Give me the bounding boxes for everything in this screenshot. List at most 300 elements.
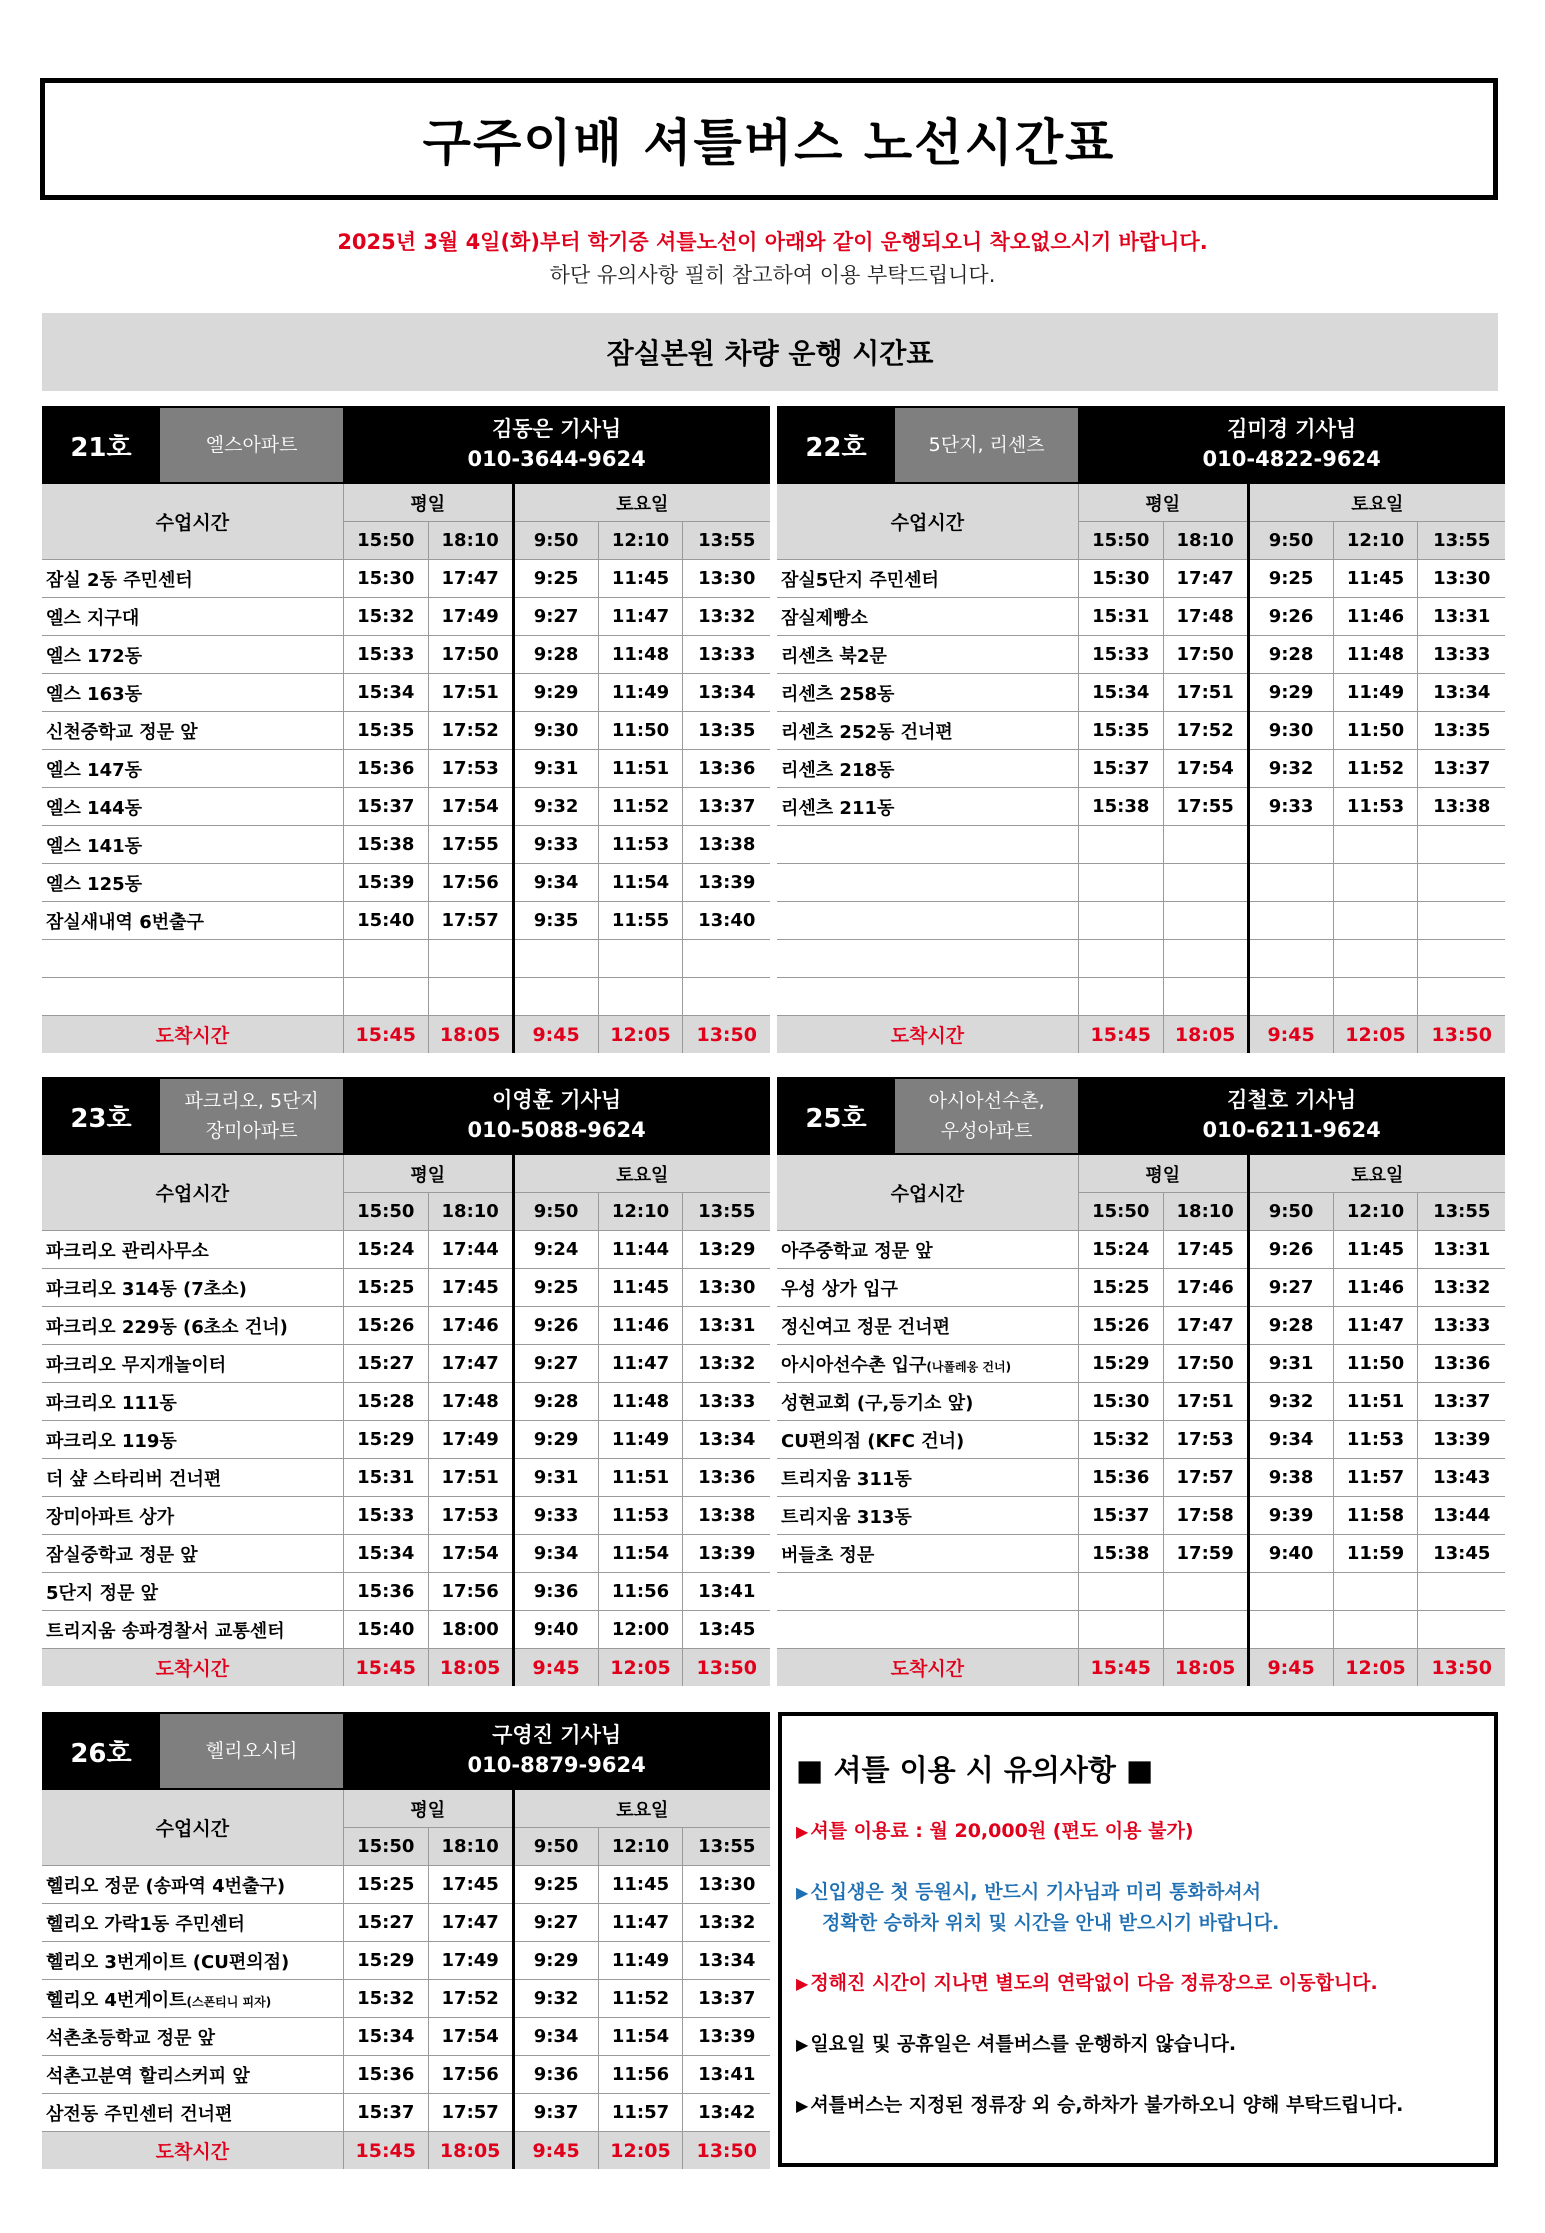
stop-time: 9:29 [1248, 674, 1333, 712]
stop-time: 15:25 [343, 1269, 428, 1307]
stop-time [1248, 826, 1333, 864]
stop-time: 17:51 [428, 674, 513, 712]
stop-time: 11:44 [598, 1231, 683, 1269]
stop-row [777, 864, 1505, 902]
arrival-time: 12:05 [1333, 1649, 1418, 1687]
stop-name-text: 잠실중학교 정문 앞 [46, 1544, 198, 1566]
stop-row [42, 2018, 770, 2056]
stop-name-text: 헬리오 3번게이트 (CU편의점) [46, 1951, 290, 1973]
stop-name [777, 1231, 1078, 1269]
stop-time [1248, 1573, 1333, 1611]
stop-time [683, 940, 770, 978]
stop-time: 11:47 [598, 598, 683, 636]
stop-name-text: 헬리오 정문 (송파역 4번출구) [46, 1875, 286, 1897]
stop-row [777, 902, 1505, 940]
class-time: 12:10 [1333, 522, 1418, 560]
stop-time [1078, 1573, 1163, 1611]
stop-row [777, 826, 1505, 864]
stop-time: 9:25 [1248, 560, 1333, 598]
stop-name-text: 잠실제빵소 [781, 607, 868, 629]
stop-time: 13:32 [683, 598, 770, 636]
stop-name [777, 1459, 1078, 1497]
stop-row [777, 1459, 1505, 1497]
stop-time: 13:45 [1418, 1535, 1505, 1573]
stop-row [42, 1307, 770, 1345]
stop-time: 13:32 [683, 1904, 770, 1942]
stop-time: 17:48 [428, 1383, 513, 1421]
stop-name-text: 트리지움 311동 [781, 1468, 912, 1490]
stop-time: 9:38 [1248, 1459, 1333, 1497]
stop-time: 17:54 [428, 2018, 513, 2056]
stop-time: 9:34 [1248, 1421, 1333, 1459]
notice-red: 2025년 3월 4일(화)부터 학기중 셔틀노선이 아래와 같이 운행되오니 착오없으시기 바랍니다. [337, 230, 1208, 254]
stop-time: 9:28 [513, 1383, 598, 1421]
stop-name-text: 파크리오 229동 (6초소 건너) [46, 1316, 288, 1338]
stop-time: 18:00 [428, 1611, 513, 1649]
stop-row [42, 1573, 770, 1611]
saturday-label: 토요일 [513, 1790, 770, 1828]
arrival-label: 도착시간 [777, 1649, 1078, 1687]
stop-time: 13:38 [1418, 788, 1505, 826]
stop-time [1418, 1611, 1505, 1649]
stop-time: 13:37 [683, 788, 770, 826]
stop-time: 11:50 [598, 712, 683, 750]
route-code: 23호 [42, 1079, 160, 1153]
stop-time: 15:37 [1078, 750, 1163, 788]
driver-name: 구영진 기사님 [343, 1712, 770, 1751]
stop-time: 13:30 [1418, 560, 1505, 598]
stop-time [1333, 978, 1418, 1016]
stop-time: 15:35 [1078, 712, 1163, 750]
arrival-time: 9:45 [1248, 1016, 1333, 1054]
stop-name [777, 1611, 1078, 1649]
arrival-time: 9:45 [513, 2132, 598, 2170]
stop-time: 13:43 [1418, 1459, 1505, 1497]
stop-time [1333, 902, 1418, 940]
stop-row [777, 674, 1505, 712]
stop-row [42, 1345, 770, 1383]
class-time: 15:50 [343, 1193, 428, 1231]
stop-name [42, 2018, 343, 2056]
stop-row [777, 1269, 1505, 1307]
stop-time: 9:33 [1248, 788, 1333, 826]
stop-time [1248, 940, 1333, 978]
stop-time: 15:27 [343, 1904, 428, 1942]
stop-time: 15:31 [1078, 598, 1163, 636]
stop-time: 11:50 [1333, 1345, 1418, 1383]
stop-time: 15:31 [343, 1459, 428, 1497]
class-time: 18:10 [428, 522, 513, 560]
stop-time: 15:37 [343, 788, 428, 826]
stop-time: 9:40 [1248, 1535, 1333, 1573]
stop-time: 17:58 [1163, 1497, 1248, 1535]
stop-row [42, 788, 770, 826]
stop-name-text: 더 샾 스타리버 건너편 [46, 1468, 222, 1490]
class-time: 9:50 [1248, 522, 1333, 560]
stop-time: 13:41 [683, 2056, 770, 2094]
note-item [796, 1968, 1480, 1999]
stop-time: 11:54 [598, 1535, 683, 1573]
stop-time: 9:31 [513, 1459, 598, 1497]
class-time: 18:10 [428, 1828, 513, 1866]
stop-time: 17:52 [428, 712, 513, 750]
arrival-time: 15:45 [343, 1649, 428, 1687]
stop-time: 15:39 [343, 864, 428, 902]
stop-time: 11:49 [598, 674, 683, 712]
stop-row [777, 636, 1505, 674]
stop-name [777, 1535, 1078, 1573]
stop-time: 9:27 [513, 1904, 598, 1942]
class-time: 12:10 [598, 522, 683, 560]
stop-row [42, 712, 770, 750]
stop-time: 15:34 [343, 1535, 428, 1573]
stop-time: 17:56 [428, 864, 513, 902]
stop-time: 15:28 [343, 1383, 428, 1421]
stop-time: 17:46 [1163, 1269, 1248, 1307]
stop-time: 17:45 [428, 1269, 513, 1307]
route-code: 21호 [42, 408, 160, 482]
weekday-label: 평일 [1078, 484, 1248, 522]
route-area-line1: 5단지, 리센츠 [928, 434, 1045, 456]
stop-row [42, 826, 770, 864]
note-item [796, 1816, 1480, 1847]
stop-time: 15:38 [1078, 788, 1163, 826]
stop-time: 11:45 [1333, 1231, 1418, 1269]
stop-name-text: 엘스 지구대 [46, 607, 140, 629]
stop-time: 11:52 [598, 788, 683, 826]
route-22 [777, 406, 1505, 1053]
stop-time: 12:00 [598, 1611, 683, 1649]
stop-name [777, 1345, 1078, 1383]
class-time-label: 수업시간 [777, 484, 1078, 560]
stop-row [42, 1904, 770, 1942]
stop-name [777, 1421, 1078, 1459]
stop-time: 11:59 [1333, 1535, 1418, 1573]
stop-time: 17:55 [1163, 788, 1248, 826]
stop-time [1418, 902, 1505, 940]
stop-time: 13:45 [683, 1611, 770, 1649]
stop-time: 9:40 [513, 1611, 598, 1649]
stop-time: 15:36 [343, 1573, 428, 1611]
notes-title: ■ 셔틀 이용 시 유의사항 ■ [796, 1753, 1154, 1787]
stop-time: 15:34 [1078, 674, 1163, 712]
stop-row [42, 1535, 770, 1573]
stop-time: 11:46 [1333, 598, 1418, 636]
stop-time [513, 978, 598, 1016]
stop-time: 11:57 [1333, 1459, 1418, 1497]
stop-name-text: 우성 상가 입구 [781, 1278, 898, 1300]
arrival-time: 15:45 [343, 1016, 428, 1054]
stop-time: 17:54 [428, 1535, 513, 1573]
stop-row [42, 2056, 770, 2094]
stop-time: 15:37 [1078, 1497, 1163, 1535]
arrow-icon: ▶ [796, 2096, 809, 2115]
driver-phone: 010-5088-9624 [343, 1116, 770, 1155]
stop-name [42, 864, 343, 902]
stop-time: 9:29 [513, 1942, 598, 1980]
stop-time: 11:45 [1333, 560, 1418, 598]
stop-name-text: 장미아파트 상가 [46, 1506, 174, 1528]
stop-time: 13:36 [683, 1459, 770, 1497]
stop-name [777, 1573, 1078, 1611]
stop-time [1333, 1573, 1418, 1611]
stop-time: 15:27 [343, 1345, 428, 1383]
arrival-time: 18:05 [428, 1649, 513, 1687]
driver-name: 김철호 기사님 [1078, 1077, 1505, 1116]
stop-row [777, 1345, 1505, 1383]
stop-time: 9:33 [513, 826, 598, 864]
stop-name [42, 1942, 343, 1980]
stop-time [1078, 864, 1163, 902]
stop-time: 13:42 [683, 2094, 770, 2132]
stop-row [42, 978, 770, 1016]
stop-time: 9:27 [1248, 1269, 1333, 1307]
stop-time: 9:31 [1248, 1345, 1333, 1383]
stop-time [1078, 902, 1163, 940]
stop-time [1248, 864, 1333, 902]
stop-note: (스폰티니 피자) [186, 1994, 272, 2009]
stop-time: 15:30 [343, 560, 428, 598]
stop-row [777, 1573, 1505, 1611]
stop-row [777, 1231, 1505, 1269]
stop-row [777, 788, 1505, 826]
stop-time [428, 978, 513, 1016]
class-time: 9:50 [513, 522, 598, 560]
class-time: 12:10 [598, 1828, 683, 1866]
stop-name-text: 헬리오 4번게이트 [46, 1989, 187, 2011]
stop-time: 15:30 [1078, 1383, 1163, 1421]
stop-time: 17:47 [428, 1345, 513, 1383]
arrow-icon: ▶ [796, 1883, 809, 1902]
arrival-time: 9:45 [513, 1016, 598, 1054]
note-item [796, 2090, 1480, 2121]
arrival-time: 15:45 [1078, 1649, 1163, 1687]
stop-time: 13:36 [683, 750, 770, 788]
stop-time: 9:33 [513, 1497, 598, 1535]
driver-name: 이영훈 기사님 [343, 1077, 770, 1116]
stop-time: 13:38 [683, 826, 770, 864]
stop-time: 11:53 [1333, 788, 1418, 826]
stop-time [1163, 864, 1248, 902]
class-time: 12:10 [598, 1193, 683, 1231]
stop-row [777, 712, 1505, 750]
stop-time: 15:38 [1078, 1535, 1163, 1573]
stop-time: 17:45 [1163, 1231, 1248, 1269]
stop-time: 11:47 [598, 1345, 683, 1383]
arrival-time: 12:05 [1333, 1016, 1418, 1054]
stop-name [42, 902, 343, 940]
saturday-label: 토요일 [1248, 1155, 1505, 1193]
stop-name [42, 1535, 343, 1573]
weekday-label: 평일 [343, 484, 513, 522]
route-area [160, 1079, 343, 1153]
stop-time: 13:44 [1418, 1497, 1505, 1535]
stop-time: 9:25 [513, 1269, 598, 1307]
weekday-label: 평일 [1078, 1155, 1248, 1193]
stop-row [42, 1421, 770, 1459]
stop-time: 17:49 [428, 1942, 513, 1980]
stop-name [42, 560, 343, 598]
stop-time: 9:30 [1248, 712, 1333, 750]
stop-time: 17:57 [428, 902, 513, 940]
stop-name [777, 1307, 1078, 1345]
stop-time: 11:58 [1333, 1497, 1418, 1535]
stop-name-text: 리센츠 252동 건너편 [781, 721, 953, 743]
stop-time: 11:47 [1333, 1307, 1418, 1345]
arrival-label: 도착시간 [42, 1016, 343, 1054]
stop-time: 15:33 [343, 636, 428, 674]
stop-time: 13:31 [683, 1307, 770, 1345]
stop-row [777, 1535, 1505, 1573]
stop-row [777, 1497, 1505, 1535]
stop-time: 17:50 [1163, 636, 1248, 674]
stop-name-text: 트리지움 송파경찰서 교통센터 [46, 1620, 285, 1642]
class-time: 18:10 [1163, 522, 1248, 560]
stop-name [777, 864, 1078, 902]
stop-name [777, 674, 1078, 712]
stop-time: 17:52 [428, 1980, 513, 2018]
stop-name [42, 598, 343, 636]
stop-time: 15:29 [343, 1942, 428, 1980]
stop-name [777, 826, 1078, 864]
stop-time: 9:39 [1248, 1497, 1333, 1535]
stop-row [42, 1383, 770, 1421]
stop-name [42, 636, 343, 674]
stop-time: 11:52 [598, 1980, 683, 2018]
stop-time: 9:25 [513, 560, 598, 598]
stop-time: 15:40 [343, 1611, 428, 1649]
stop-name [42, 1980, 343, 2018]
arrival-time: 13:50 [683, 2132, 770, 2170]
stop-time [1248, 978, 1333, 1016]
class-time: 13:55 [1418, 1193, 1505, 1231]
stop-time: 9:31 [513, 750, 598, 788]
stop-name-text: 엘스 172동 [46, 645, 143, 667]
stop-row [42, 560, 770, 598]
stop-time: 13:30 [683, 1866, 770, 1904]
stop-time: 11:53 [1333, 1421, 1418, 1459]
stop-name-text: 석촌고분역 할리스커피 앞 [46, 2065, 250, 2087]
stop-time: 11:45 [598, 1269, 683, 1307]
stop-time: 17:57 [1163, 1459, 1248, 1497]
stop-time: 9:26 [513, 1307, 598, 1345]
stop-time: 17:49 [428, 1421, 513, 1459]
class-time: 13:55 [683, 522, 770, 560]
stop-time: 13:33 [1418, 1307, 1505, 1345]
stop-row [42, 598, 770, 636]
stop-time: 17:44 [428, 1231, 513, 1269]
stop-name [42, 1459, 343, 1497]
stop-note: (나폴레옹 건너) [926, 1359, 1012, 1374]
stop-time: 17:51 [1163, 1383, 1248, 1421]
arrival-time: 15:45 [1078, 1016, 1163, 1054]
stop-time: 17:46 [428, 1307, 513, 1345]
stop-time [343, 978, 428, 1016]
stop-time [598, 978, 683, 1016]
arrow-icon: ▶ [796, 1822, 809, 1841]
route-area-line2: 장미아파트 [205, 1120, 298, 1142]
stop-name-text: 엘스 147동 [46, 759, 143, 781]
stop-time: 11:48 [598, 1383, 683, 1421]
stop-name-text: 정신여고 정문 건너편 [781, 1316, 951, 1338]
stop-name [42, 826, 343, 864]
arrival-time: 13:50 [683, 1649, 770, 1687]
stop-row [42, 864, 770, 902]
stop-time [1078, 940, 1163, 978]
stop-time: 17:48 [1163, 598, 1248, 636]
stop-time [1333, 864, 1418, 902]
class-time: 18:10 [1163, 1193, 1248, 1231]
arrival-time: 18:05 [1163, 1016, 1248, 1054]
stop-time: 15:30 [1078, 560, 1163, 598]
arrival-time: 12:05 [598, 1649, 683, 1687]
stop-row [777, 1421, 1505, 1459]
stop-name-text: 엘스 144동 [46, 797, 143, 819]
stop-row [42, 902, 770, 940]
stop-name [42, 978, 343, 1016]
stop-time: 9:34 [513, 864, 598, 902]
stop-name [777, 1497, 1078, 1535]
arrival-time: 13:50 [1418, 1649, 1505, 1687]
route-area-line1: 아시아선수촌, [928, 1090, 1045, 1112]
stop-time [1333, 1611, 1418, 1649]
stop-time: 11:49 [598, 1942, 683, 1980]
stop-time [1333, 826, 1418, 864]
stop-time: 17:53 [428, 1497, 513, 1535]
stop-name-text: 파크리오 무지개놀이터 [46, 1354, 227, 1376]
stop-name [42, 750, 343, 788]
stop-row [777, 940, 1505, 978]
stop-time: 11:49 [1333, 674, 1418, 712]
stop-time: 9:32 [513, 788, 598, 826]
stop-name-text: 석촌초등학교 정문 앞 [46, 2027, 216, 2049]
stop-time: 9:27 [513, 1345, 598, 1383]
stop-name-text: 파크리오 314동 (7초소) [46, 1278, 247, 1300]
arrival-label: 도착시간 [42, 2132, 343, 2170]
stop-time: 9:30 [513, 712, 598, 750]
stop-time [1418, 1573, 1505, 1611]
stop-time: 17:47 [1163, 1307, 1248, 1345]
stop-time: 11:45 [598, 560, 683, 598]
route-area [160, 1714, 343, 1788]
stop-time: 13:33 [683, 1383, 770, 1421]
stop-time: 9:32 [1248, 750, 1333, 788]
stop-row [42, 750, 770, 788]
stop-time: 9:35 [513, 902, 598, 940]
stop-name-text: 버들초 정문 [781, 1544, 875, 1566]
arrival-label: 도착시간 [777, 1016, 1078, 1054]
stop-name-text: 아시아선수촌 입구 [781, 1354, 927, 1376]
route-code: 26호 [42, 1714, 160, 1788]
stop-name-text: 잠실 2동 주민센터 [46, 569, 193, 591]
stop-time: 15:36 [343, 2056, 428, 2094]
stop-name-text: 리센츠 북2문 [781, 645, 887, 667]
arrival-time: 9:45 [1248, 1649, 1333, 1687]
stop-time [1163, 826, 1248, 864]
stop-time: 11:54 [598, 2018, 683, 2056]
stop-time: 11:45 [598, 1866, 683, 1904]
stop-time: 11:54 [598, 864, 683, 902]
stop-name-text: 리센츠 218동 [781, 759, 895, 781]
class-time: 13:55 [683, 1828, 770, 1866]
stop-time: 15:32 [343, 598, 428, 636]
class-time-label: 수업시간 [42, 1155, 343, 1231]
stop-time: 9:27 [513, 598, 598, 636]
class-time: 13:55 [1418, 522, 1505, 560]
stop-row [777, 1611, 1505, 1649]
stop-row [777, 1383, 1505, 1421]
stop-time: 11:53 [598, 1497, 683, 1535]
